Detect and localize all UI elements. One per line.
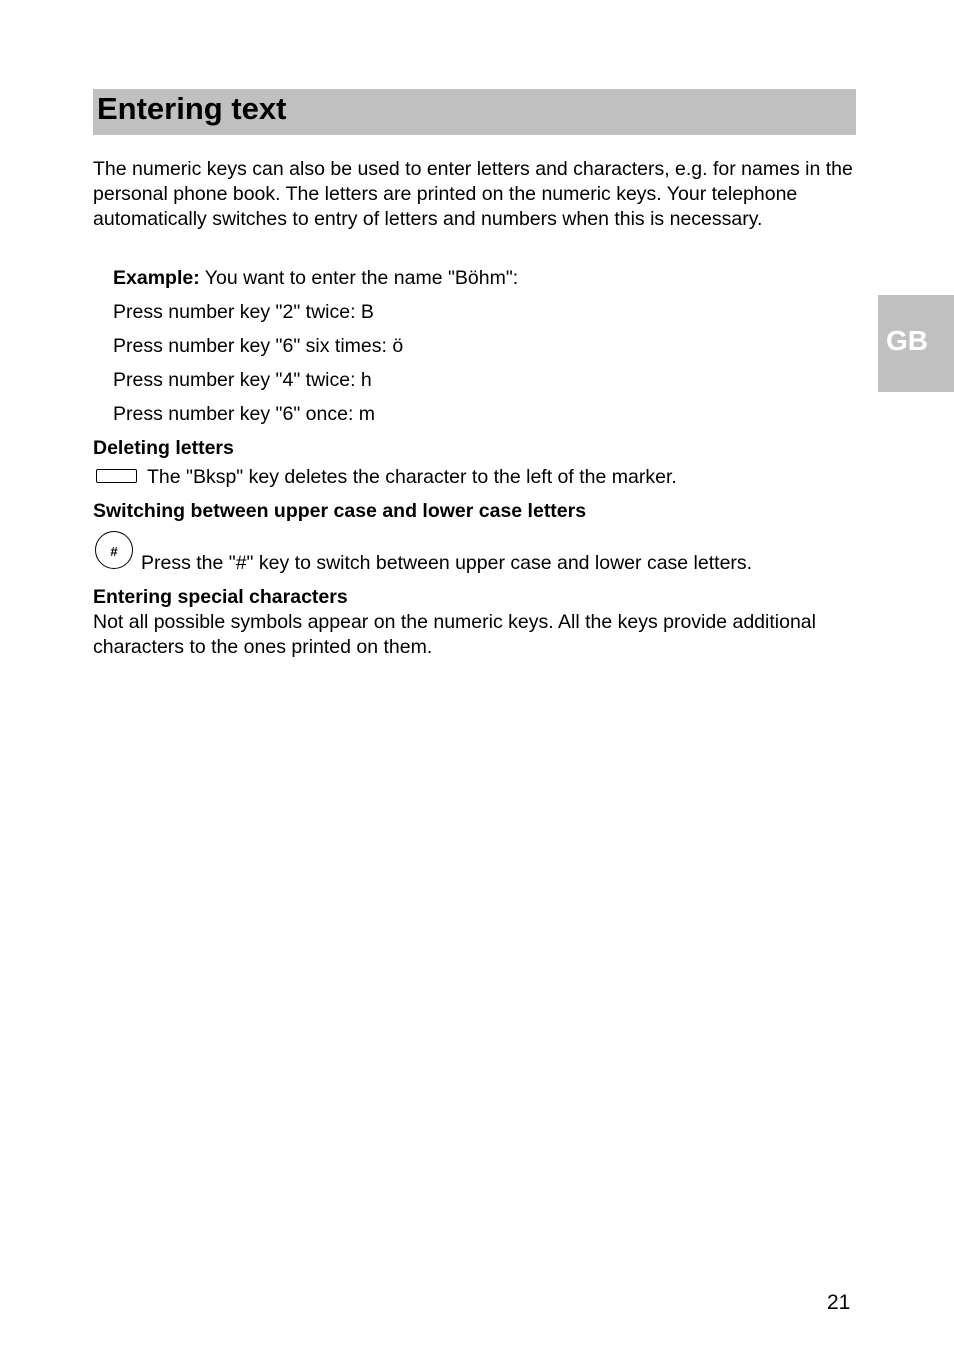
- intro-paragraph: The numeric keys can also be used to enter letters and characters, e.g. for names in the personal phone book. The letters are printed on the numeric keys. Your telephone automatically switches to entry of letters and numbers when this is necessary.: [93, 158, 853, 230]
- deleting-heading: Deleting letters: [93, 437, 234, 459]
- page-title: Entering text: [97, 91, 287, 126]
- example-label: Example:: [113, 267, 200, 289]
- language-tab: [878, 295, 954, 392]
- example-step: Press number key "6" six times: ö: [113, 335, 404, 357]
- page-number: 21: [827, 1291, 851, 1314]
- example-step: Press number key "4" twice: h: [113, 369, 372, 391]
- deleting-text: The "Bksp" key deletes the character to the left of the marker.: [147, 466, 677, 488]
- special-text: Not all possible symbols appear on the numeric keys. All the keys provide additional characters to the ones printed on them.: [93, 611, 816, 658]
- example-line: [113, 266, 518, 291]
- example-step: Press number key "2" twice: B: [113, 301, 374, 323]
- example-text: You want to enter the name "Böhm":: [199, 267, 519, 289]
- title-bar: [93, 89, 856, 135]
- special-heading: Entering special characters: [93, 586, 348, 608]
- example-step: Press number key "6" once: m: [113, 403, 376, 425]
- bksp-key-icon: [96, 469, 137, 483]
- switching-heading: Switching between upper case and lower case letters: [93, 500, 587, 522]
- switching-text: Press the "#" key to switch between upper case and lower case letters.: [141, 552, 753, 574]
- language-tab-label: GB: [886, 325, 928, 356]
- hash-key-icon: #: [95, 531, 133, 569]
